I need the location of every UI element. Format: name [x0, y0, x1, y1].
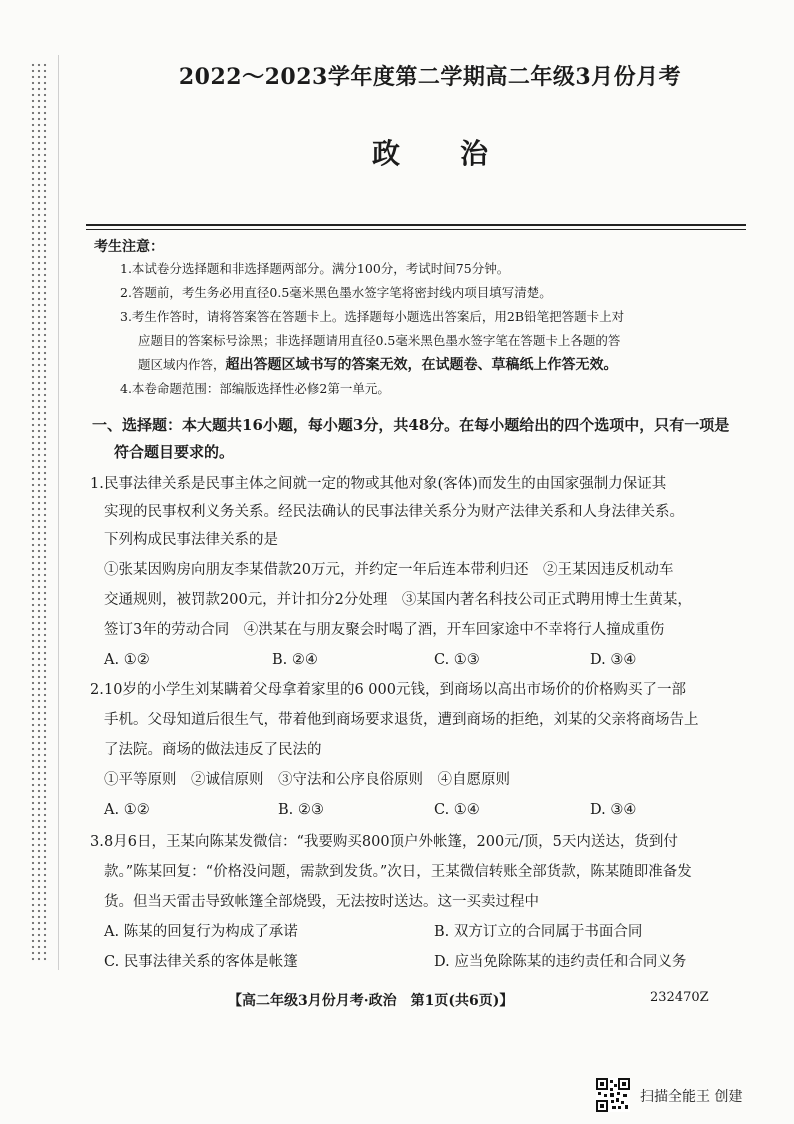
question-line: 了法院。商场的做法违反了民法的	[104, 742, 322, 758]
exam-title: 2022～2023学年度第二学期高二年级3月份月考	[178, 64, 682, 90]
question-line: 实现的民事权利义务关系。经民法确认的民事法律关系分为财产法律关系和人身法律关系。	[104, 504, 684, 520]
notice-item-plain: 题区域内作答，	[138, 357, 226, 372]
section-line: 一、选择题：本大题共16小题，每小题3分，共48分。在每小题给出的四个选项中，只有一项是	[92, 416, 730, 434]
qr-code-icon	[596, 1078, 630, 1112]
exam-code: 232470Z	[650, 990, 709, 1005]
option-d: D. 应当免除陈某的违约责任和合同义务	[434, 954, 687, 970]
question-number: 1.	[90, 476, 104, 492]
notice-item-emphasis-line	[138, 353, 738, 377]
question-line: 10岁的小学生刘某瞒着父母拿着家里的6 000元钱，到商场以高出市场价的价格购买了一部	[104, 682, 686, 698]
option-b: B. ②③	[278, 802, 324, 818]
question-line: 签订3年的劳动合同 ④洪某在与朋友聚会时喝了酒，开车回家途中不幸将行人撞成重伤	[104, 622, 665, 638]
question-line: 下列构成民事法律关系的是	[104, 532, 278, 548]
section-line: 符合题目要求的。	[114, 443, 235, 461]
notice-heading: 考生注意：	[94, 239, 164, 255]
notice-item: 4.本卷命题范围：部编版选择性必修2第一单元。	[120, 381, 390, 396]
option-c: C. ①④	[434, 802, 480, 818]
option-d: D. ③④	[590, 652, 637, 668]
question-line: ①张某因购房向朋友李某借款20万元，并约定一年后连本带利归还 ②王某因违反机动车	[104, 562, 674, 578]
notice-item: 3.考生作答时，请将答案答在答题卡上。选择题每小题选出答案后，用2B铅笔把答题卡上对	[120, 309, 625, 324]
question-line: 手机。父母知道后很生气，带着他到商场要求退货，遭到商场的拒绝，刘某的父亲将商场告上	[104, 712, 699, 728]
subject-title: 政治	[371, 137, 548, 170]
notice-item-emphasis: 超出答题区域书写的答案无效，在试题卷、草稿纸上作答无效。	[225, 357, 618, 373]
option-c: C. 民事法律关系的客体是帐篷	[104, 954, 298, 970]
option-a: A. 陈某的回复行为构成了承诺	[104, 924, 298, 940]
option-b: B. ②④	[272, 652, 318, 668]
question-line: 款。”陈某回复：“价格没问题，需款到发货。”次日，王某微信转账全部货款，陈某随即准备发	[104, 864, 692, 880]
header-rule-thin	[86, 229, 746, 230]
question-number: 2.	[90, 682, 104, 698]
question-number: 3.	[90, 834, 104, 850]
option-b: B. 双方订立的合同属于书面合同	[434, 924, 643, 940]
notice-item: 2.答题前，考生务必用直径0.5毫米黑色墨水签字笔将密封线内项目填写清楚。	[120, 285, 552, 300]
notice-item: 1.本试卷分选择题和非选择题两部分。满分100分，考试时间75分钟。	[120, 261, 510, 276]
scanner-watermark: 扫描全能王 创建	[640, 1089, 743, 1105]
option-d: D. ③④	[590, 802, 637, 818]
question-line: 交通规则，被罚款200元，并计扣分2分处理 ③某国内著名科技公司正式聘用博士生黄某，	[104, 592, 692, 608]
option-a: A. ①②	[104, 802, 150, 818]
question-line: 民事法律关系是民事主体之间就一定的物或其他对象(客体)而发生的由国家强制力保证其	[104, 476, 667, 492]
header-rule-thick	[86, 224, 746, 226]
option-c: C. ①③	[434, 652, 480, 668]
page-footer: 【高二年级3月份月考·政治 第1页(共6页)】	[228, 993, 514, 1009]
option-a: A. ①②	[104, 652, 150, 668]
question-line: 8月6日，王某向陈某发微信：“我要购买800顶户外帐篷，200元/顶，5天内送达，货到付	[104, 834, 678, 850]
binding-edge-dots	[30, 62, 48, 962]
question-line: 货。但当天雷击导致帐篷全部烧毁，无法按时送达。这一买卖过程中	[104, 894, 539, 910]
question-line: ①平等原则 ②诚信原则 ③守法和公序良俗原则 ④自愿原则	[104, 772, 510, 788]
notice-item: 应题目的答案标号涂黑；非选择题请用直径0.5毫米黑色墨水签字笔在答题卡上各题的答	[138, 333, 621, 348]
binding-line	[58, 55, 59, 970]
section-instructions	[92, 412, 752, 466]
